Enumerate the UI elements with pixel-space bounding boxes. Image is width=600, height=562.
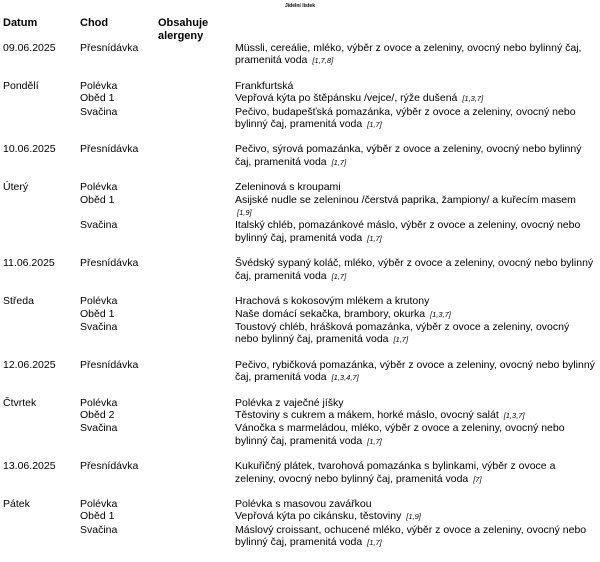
allergen-codes: [1,9] (237, 208, 252, 218)
menu-day-block (0, 181, 600, 245)
menu-row (0, 295, 600, 307)
course-cell: Přesnídávka (80, 257, 139, 270)
dish-cell (235, 42, 595, 68)
allergen-codes: [1,7] (367, 120, 382, 130)
menu-row (0, 397, 600, 409)
column-header-day: Datum (3, 17, 38, 29)
dish-cell (235, 219, 595, 245)
dish-cell (235, 397, 595, 409)
allergen-codes: [1,7] (331, 157, 347, 167)
menu-day-block (0, 295, 600, 347)
dish-text: Frankfurtská (235, 79, 294, 92)
menu-row (0, 219, 600, 245)
day-cell (0, 106, 80, 132)
dish-cell (235, 106, 595, 132)
allergen-codes: [1,3,7] (429, 309, 451, 319)
day-cell (0, 194, 80, 220)
day-cell (0, 321, 80, 347)
menu-row (0, 194, 600, 220)
day-cell (0, 510, 80, 523)
menu-day-block (0, 143, 600, 169)
day-cell: 13.06.2025 (3, 460, 56, 473)
course-cell: Oběd 1 (80, 510, 115, 523)
menu-row (0, 422, 600, 448)
dish-text: Pečivo, rybičková pomazánka, výběr z ovoce a zeleniny, ovocný nebo bylinný čaj, pramenitá voda (235, 358, 595, 384)
dish-cell (235, 308, 595, 321)
dish-text: Kukuřičný plátek, tvarohová pomazánka s bylinkami, výběr z ovoce a zeleniny, ovocný nebo bylinný čaj, pramenitá voda (235, 460, 556, 485)
day-cell (0, 92, 80, 105)
course-cell: Svačina (80, 523, 118, 536)
menu-day-block (0, 498, 600, 550)
dish-text: Asijské nudle se zeleninou /čerstvá paprika, žampiony/ a kuřecím masem (235, 193, 576, 206)
allergen-codes: [1,3,7] (503, 410, 525, 420)
allergen-codes: [1,3,4,7] (331, 373, 359, 383)
dish-text: Máslový croissant, ochucené mléko, výběr z ovoce a zeleniny, ovocný nebo bylinný čaj, pramenitá voda (235, 523, 587, 549)
course-cell: Polévka (80, 79, 118, 92)
dish-text: Polévka s masovou zavářkou (235, 497, 372, 510)
allergen-codes: [1,7,8] (312, 56, 334, 66)
day-cell (0, 422, 80, 448)
menu-row (0, 143, 600, 169)
dish-cell (235, 194, 595, 220)
course-cell: Oběd 1 (80, 307, 115, 320)
menu-row (0, 80, 600, 92)
dish-cell (235, 524, 595, 550)
menu-row (0, 42, 600, 68)
day-cell (0, 308, 80, 321)
day-cell: Úterý (3, 181, 29, 194)
menu-row (0, 498, 600, 510)
course-cell: Oběd 1 (80, 92, 115, 105)
dish-cell (235, 460, 595, 486)
allergen-codes: [1,3,7] (462, 94, 484, 104)
allergen-codes: [1,7] (393, 335, 409, 345)
menu-row (0, 257, 600, 283)
column-header-course: Chod (80, 17, 109, 29)
allergen-codes: [1,7] (367, 233, 382, 243)
day-cell: Středa (3, 295, 34, 308)
allergen-codes: [1,9] (406, 512, 421, 522)
dish-cell (235, 257, 595, 283)
course-cell: Polévka (80, 181, 118, 194)
allergen-codes: [7] (473, 474, 482, 484)
menu-row (0, 359, 600, 385)
day-cell (0, 409, 80, 422)
menu-row (0, 409, 600, 422)
column-header-allergens: Obsahuje alergeny (158, 17, 209, 42)
dish-text: Vepřová kýta po cikánsku, těstoviny (235, 510, 402, 523)
day-cell: 11.06.2025 (3, 257, 55, 270)
menu-row (0, 181, 600, 193)
dish-text: Vepřová kýta po štěpánsku /vejce/, rýže dušená (235, 92, 458, 105)
dish-text: Zeleninová s kroupami (235, 181, 341, 194)
menu-row (0, 524, 600, 550)
dish-cell (235, 498, 595, 510)
dish-text: Italský chléb, pomazánkové máslo, výběr z ovoce a zeleniny, ovocný nebo bylinný čaj, pramenitá voda (235, 219, 581, 244)
allergen-codes: [1,7] (367, 538, 382, 548)
menu-row (0, 106, 600, 132)
menu-day-block (0, 80, 600, 132)
course-cell: Polévka (80, 396, 118, 409)
day-cell: Pátek (3, 497, 30, 510)
day-cell (0, 524, 80, 550)
dish-cell (235, 92, 595, 105)
menu-row (0, 92, 600, 105)
allergen-codes: [1,7] (367, 436, 382, 446)
day-cell: 10.06.2025 (3, 143, 56, 156)
course-cell: Svačina (80, 219, 118, 232)
dish-text: Polévka z vaječné jíšky (235, 396, 344, 409)
dish-cell (235, 80, 595, 92)
dish-cell (235, 181, 595, 193)
course-cell: Přesnídávka (80, 143, 139, 156)
day-cell: Pondělí (3, 79, 39, 92)
course-cell: Oběd 2 (80, 408, 115, 421)
dish-text: Vánočka s marmeládou, mléko, výběr z ovoce a zeleniny, ovocný nebo bylinný čaj, pramenitá voda (235, 422, 565, 447)
dish-text: Müssli, cereálie, mléko, výběr z ovoce a zeleniny, ovocný nebo bylinný čaj, pramenitá voda (235, 42, 582, 67)
menu-day-block (0, 257, 600, 283)
menu-day-block (0, 397, 600, 449)
document-title: Jídelní lístek (284, 3, 315, 9)
course-cell: Svačina (80, 105, 118, 118)
dish-cell (235, 422, 595, 448)
dish-text: Naše domácí sekačka, brambory, okurka (235, 307, 426, 320)
course-cell: Přesnídávka (80, 358, 139, 371)
course-cell: Přesnídávka (80, 460, 139, 473)
menu-row (0, 460, 600, 486)
course-cell: Polévka (80, 497, 118, 510)
day-cell: 09.06.2025 (3, 42, 56, 54)
dish-cell (235, 295, 595, 307)
dish-cell (235, 510, 595, 523)
menu-day-block (0, 460, 600, 486)
menu-day-block (0, 42, 600, 68)
course-cell: Svačina (80, 422, 118, 435)
course-cell: Oběd 1 (80, 193, 115, 206)
dish-text: Toustový chléb, hrášková pomazánka, výběr z ovoce a zeleniny, ovocný nebo bylinný čaj, pramenitá voda (235, 320, 570, 346)
dish-cell (235, 321, 595, 347)
day-cell: 12.06.2025 (3, 358, 56, 371)
day-cell: Čtvrtek (3, 396, 37, 409)
day-cell (0, 219, 80, 245)
course-cell: Polévka (80, 295, 118, 308)
course-cell: Svačina (80, 320, 118, 333)
dish-text: Švédský sypaný koláč, mléko, výběr z ovoce a zeleniny, ovocný nebo bylinný čaj, pramenitá voda (235, 257, 594, 282)
dish-cell (235, 359, 595, 385)
dish-text: Pečivo, sýrová pomazánka, výběr z ovoce a zeleniny, ovocný nebo bylinný čaj, pramenitá voda (235, 143, 582, 168)
allergen-codes: [1,7] (331, 271, 347, 281)
menu-table (0, 42, 600, 562)
dish-text: Hrachová s kokosovým mlékem a krutony (235, 295, 430, 308)
dish-cell (235, 143, 595, 169)
menu-row (0, 510, 600, 523)
menu-row (0, 308, 600, 321)
course-cell: Přesnídávka (80, 42, 139, 54)
dish-cell (235, 409, 595, 422)
menu-row (0, 321, 600, 347)
dish-text: Těstoviny s cukrem a mákem, horké máslo, ovocný salát (235, 408, 499, 421)
dish-text: Pečivo, budapešťská pomazánka, výběr z ovoce a zeleniny, ovocný nebo bylinný čaj, pramenitá voda (235, 105, 576, 131)
menu-day-block (0, 359, 600, 385)
